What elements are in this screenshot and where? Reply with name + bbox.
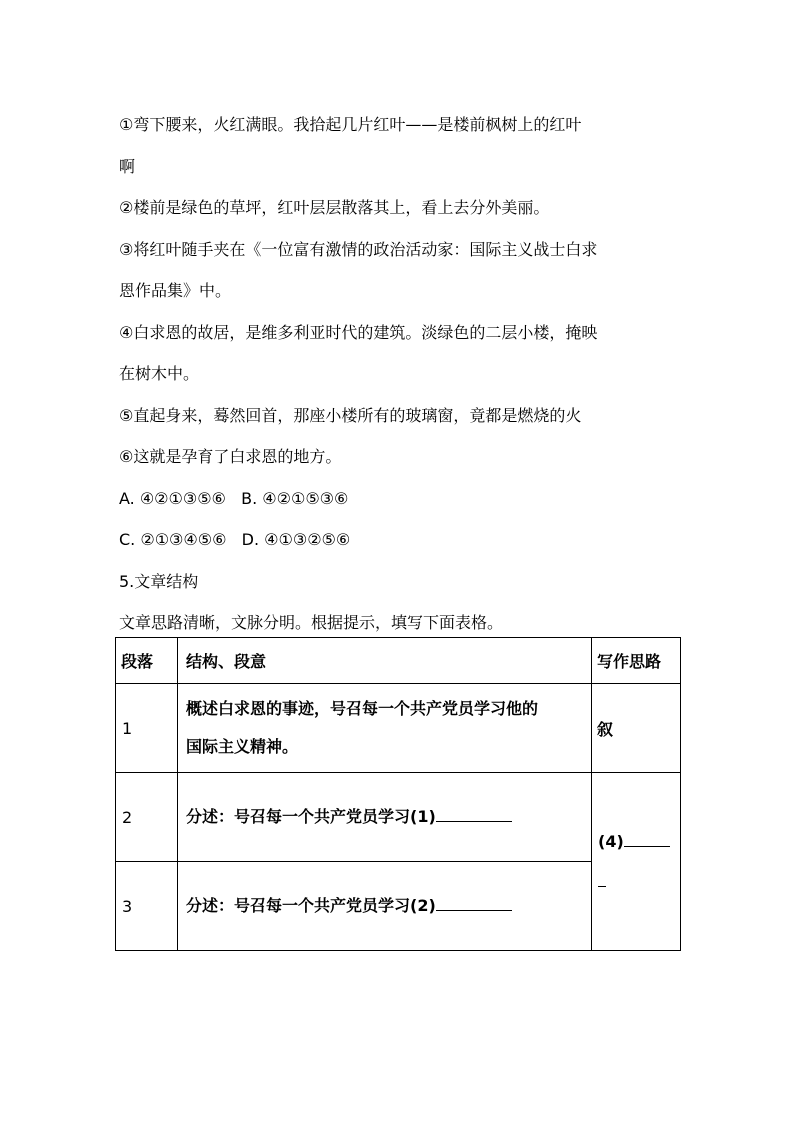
row-2-text-label: 分述：号召每一个共产党员学习(1) [186,807,436,826]
answer-blank-2[interactable] [436,893,512,911]
row-2-number: 2 [116,773,178,862]
row-2-text [178,773,592,862]
option-line-5: 恩作品集》中。 [119,281,232,300]
option-line-7: 在树木中。 [119,364,200,383]
answer-blank-1[interactable] [436,804,512,822]
row-1-approach: 叙 [592,684,681,773]
table-row [116,773,681,862]
section-title: 5.文章结构 [119,571,199,591]
table-header-row [116,638,681,684]
option-line-4: ③将红叶随手夹在《一位富有激情的政治活动家：国际主义战士白求 [119,239,598,259]
option-line-9: ⑥这就是孕育了白求恩的地方。 [119,447,342,466]
table-row [116,684,681,773]
row-3-text-label: 分述：号召每一个共产党员学习(2) [186,896,436,915]
row-3-number: 3 [116,862,178,951]
row-2-3-approach [592,773,681,951]
option-line-2: 啊 [119,156,136,176]
option-line-1: ①弯下腰来，火红满眼。我拾起几片红叶——是楼前枫树上的红叶 [119,115,582,134]
row-1-text [178,684,592,773]
row-1-text-line-1: 概述白求恩的事迹，号召每一个共产党员学习他的 [186,699,539,718]
header-approach: 写作思路 [592,638,681,684]
choice-line-cd: C. ②①③④⑤⑥ D. ④①③②⑤⑥ [119,530,351,549]
row-2-approach-label: (4) [598,831,624,851]
option-line-8: ⑤直起身来，蓦然回首，那座小楼所有的玻璃窗，竟都是燃烧的火 [119,405,582,425]
instruction-text: 文章思路清晰，文脉分明。根据提示，填写下面表格。 [119,613,504,632]
choice-line-ab: A. ④②①③⑤⑥ B. ④②①⑤③⑥ [119,488,349,508]
option-line-3: ②楼前是绿色的草坪，红叶层层散落其上，看上去分外美丽。 [119,198,550,217]
option-line-6: ④白求恩的故居，是维多利亚时代的建筑。淡绿色的二层小楼，掩映 [119,322,598,342]
header-paragraph: 段落 [116,638,178,684]
question-content [119,104,679,644]
row-1-text-line-2: 国际主义精神。 [186,737,299,756]
answer-blank-4-continued[interactable] [598,869,606,887]
row-1-number: 1 [116,684,178,773]
row-3-text [178,862,592,951]
header-structure: 结构、段意 [178,638,592,684]
answer-blank-4[interactable] [624,829,670,847]
structure-table [115,637,681,951]
